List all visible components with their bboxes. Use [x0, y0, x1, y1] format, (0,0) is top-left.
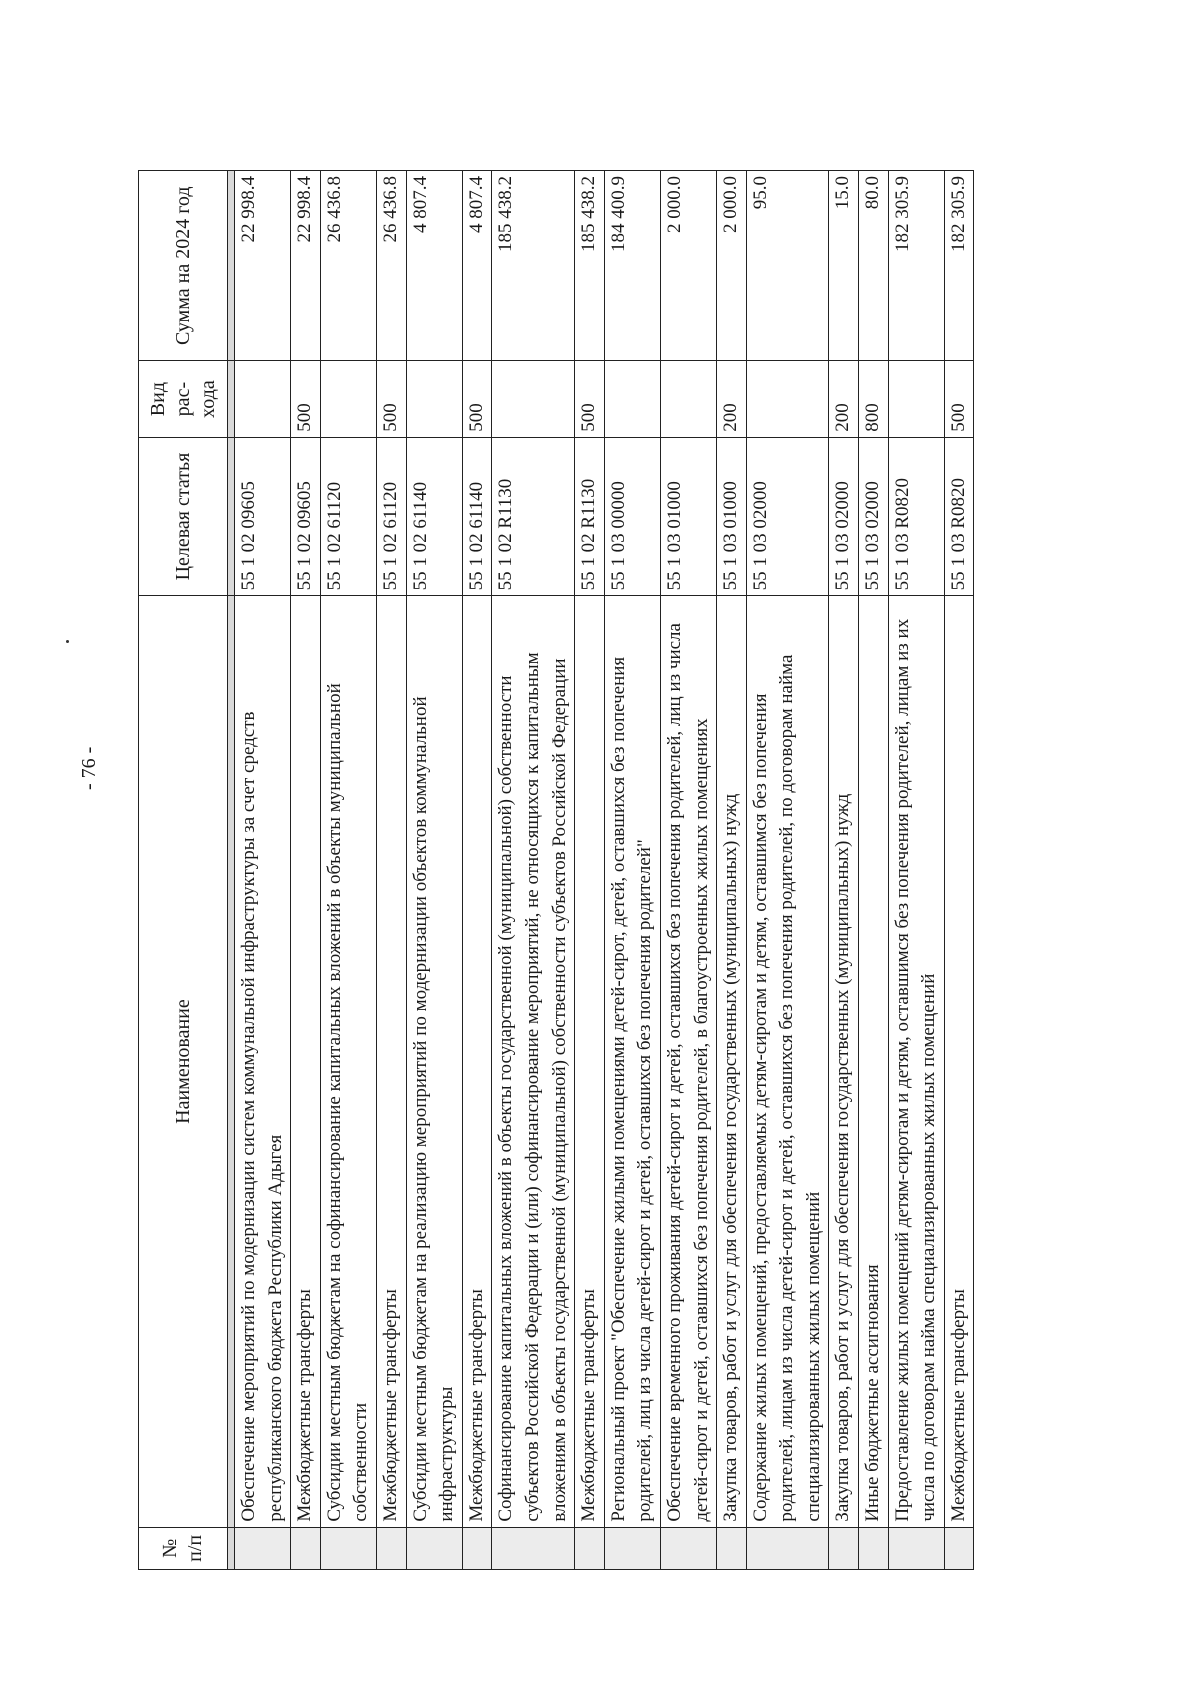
row-code: 55 1 02 61120	[376, 437, 406, 596]
header-num: № п/п	[139, 1527, 228, 1569]
row-sum: 4 807.4	[406, 171, 462, 362]
row-code: 55 1 02 09605	[291, 437, 321, 596]
budget-table-rotated	[138, 170, 1058, 1570]
row-type	[660, 361, 716, 437]
row-name: Межбюджетные трансферты	[575, 596, 605, 1527]
row-code: 55 1 03 01000	[717, 437, 747, 596]
row-num	[604, 1527, 660, 1569]
row-num	[660, 1527, 716, 1569]
row-name: Закупка товаров, работ и услуг для обеспечения государственных (муниципальных) нужд	[829, 596, 859, 1527]
budget-table	[138, 170, 974, 1570]
row-num	[406, 1527, 462, 1569]
row-code: 55 1 02 09605	[235, 437, 291, 596]
row-sum: 185 438.2	[575, 171, 605, 362]
header-spacer-row	[228, 171, 235, 1570]
header-type: Вид рас- хода	[139, 361, 228, 437]
row-code: 55 1 02 R1130	[575, 437, 605, 596]
row-name: Предоставление жилых помещений детям-сиротам и детям, оставшимся без попечения родителей, лицам из их числа по договорам найма специализированных жилых помещений	[888, 596, 944, 1527]
row-name: Межбюджетные трансферты	[944, 596, 974, 1527]
row-name: Закупка товаров, работ и услуг для обеспечения государственных (муниципальных) нужд	[717, 596, 747, 1527]
row-type	[235, 361, 291, 437]
row-name: Межбюджетные трансферты	[462, 596, 492, 1527]
row-name: Субсидии местным бюджетам на софинансирование капитальных вложений в объекты муниципальной собственности	[320, 596, 376, 1527]
row-num	[859, 1527, 889, 1569]
row-type: 500	[291, 361, 321, 437]
table-row	[859, 171, 889, 1570]
row-code: 55 1 02 61140	[462, 437, 492, 596]
row-code: 55 1 03 R0820	[944, 437, 974, 596]
table-row	[660, 171, 716, 1570]
row-sum: 26 436.8	[376, 171, 406, 362]
row-num	[291, 1527, 321, 1569]
row-type	[320, 361, 376, 437]
row-sum: 2 000.0	[717, 171, 747, 362]
row-num	[746, 1527, 829, 1569]
row-num	[376, 1527, 406, 1569]
row-code: 55 1 02 R1130	[492, 437, 575, 596]
row-num	[888, 1527, 944, 1569]
row-name: Обеспечение мероприятий по модернизации систем коммунальной инфраструктуры за счет средств республиканского бюджета Республики Адыгея	[235, 596, 291, 1527]
row-num	[575, 1527, 605, 1569]
row-num	[944, 1527, 974, 1569]
row-type: 200	[829, 361, 859, 437]
row-sum: 185 438.2	[492, 171, 575, 362]
row-code: 55 1 02 61140	[406, 437, 462, 596]
row-type	[492, 361, 575, 437]
row-type: 500	[376, 361, 406, 437]
table-row	[575, 171, 605, 1570]
row-code: 55 1 03 02000	[829, 437, 859, 596]
row-type: 800	[859, 361, 889, 437]
row-type: 500	[575, 361, 605, 437]
row-sum: 95.0	[746, 171, 829, 362]
header-name: Наименование	[139, 596, 228, 1527]
row-sum: 80.0	[859, 171, 889, 362]
row-type: 500	[462, 361, 492, 437]
row-type	[746, 361, 829, 437]
table-row	[944, 171, 974, 1570]
row-sum: 182 305.9	[888, 171, 944, 362]
row-sum: 26 436.8	[320, 171, 376, 362]
table-row	[604, 171, 660, 1570]
row-name: Иные бюджетные ассигнования	[859, 596, 889, 1527]
row-name: Межбюджетные трансферты	[376, 596, 406, 1527]
scan-speck	[66, 640, 69, 643]
table-row	[746, 171, 829, 1570]
row-type: 200	[717, 361, 747, 437]
row-num	[829, 1527, 859, 1569]
table-row	[406, 171, 462, 1570]
row-type: 500	[944, 361, 974, 437]
header-sum: Сумма на 2024 год	[139, 171, 228, 362]
row-code: 55 1 03 01000	[660, 437, 716, 596]
row-code: 55 1 03 02000	[746, 437, 829, 596]
row-name: Межбюджетные трансферты	[291, 596, 321, 1527]
row-code: 55 1 03 R0820	[888, 437, 944, 596]
row-type	[406, 361, 462, 437]
row-code: 55 1 03 00000	[604, 437, 660, 596]
row-num	[462, 1527, 492, 1569]
header-code: Целевая статья	[139, 437, 228, 596]
row-name: Софинансирование капитальных вложений в объекты государственной (муниципальной) собственности субъектов Российской Федерации и (или) софинансирование мероприятий, не относящихся к капитальным вложениям в объекты государственной (муниципальной) собственности субъектов Российской Федерации	[492, 596, 575, 1527]
table-row	[376, 171, 406, 1570]
table-header-row	[139, 171, 228, 1570]
row-num	[320, 1527, 376, 1569]
row-num	[492, 1527, 575, 1569]
row-code: 55 1 03 02000	[859, 437, 889, 596]
row-num	[235, 1527, 291, 1569]
table-row	[235, 171, 291, 1570]
row-name: Обеспечение временного проживания детей-сирот и детей, оставшихся без попечения родителей, лиц из числа детей-сирот и детей, оставшихся без попечения родителей, в благоустроенных жилых помещениях	[660, 596, 716, 1527]
table-row	[888, 171, 944, 1570]
row-sum: 15.0	[829, 171, 859, 362]
page-number: - 76 -	[78, 746, 100, 790]
row-sum: 182 305.9	[944, 171, 974, 362]
row-code: 55 1 02 61120	[320, 437, 376, 596]
table-row	[291, 171, 321, 1570]
table-row	[717, 171, 747, 1570]
row-sum: 4 807.4	[462, 171, 492, 362]
row-type	[604, 361, 660, 437]
row-sum: 184 400.9	[604, 171, 660, 362]
table-row	[829, 171, 859, 1570]
row-name: Региональный проект "Обеспечение жилыми помещениями детей-сирот, детей, оставшихся без попечения родителей, лиц из числа детей-сирот и детей, оставшихся без попечения родителей"	[604, 596, 660, 1527]
row-num	[717, 1527, 747, 1569]
row-name: Содержание жилых помещений, предоставляемых детям-сиротам и детям, оставшимся без попечения родителей, лицам из числа детей-сирот и детей, оставшихся без попечения родителей, по договорам найма специализированных жилых помещений	[746, 596, 829, 1527]
row-name: Субсидии местным бюджетам на реализацию мероприятий по модернизации объектов коммунальной инфраструктуры	[406, 596, 462, 1527]
table-row	[320, 171, 376, 1570]
row-sum: 22 998.4	[291, 171, 321, 362]
row-sum: 22 998.4	[235, 171, 291, 362]
table-row	[462, 171, 492, 1570]
row-type	[888, 361, 944, 437]
table-row	[492, 171, 575, 1570]
row-sum: 2 000.0	[660, 171, 716, 362]
